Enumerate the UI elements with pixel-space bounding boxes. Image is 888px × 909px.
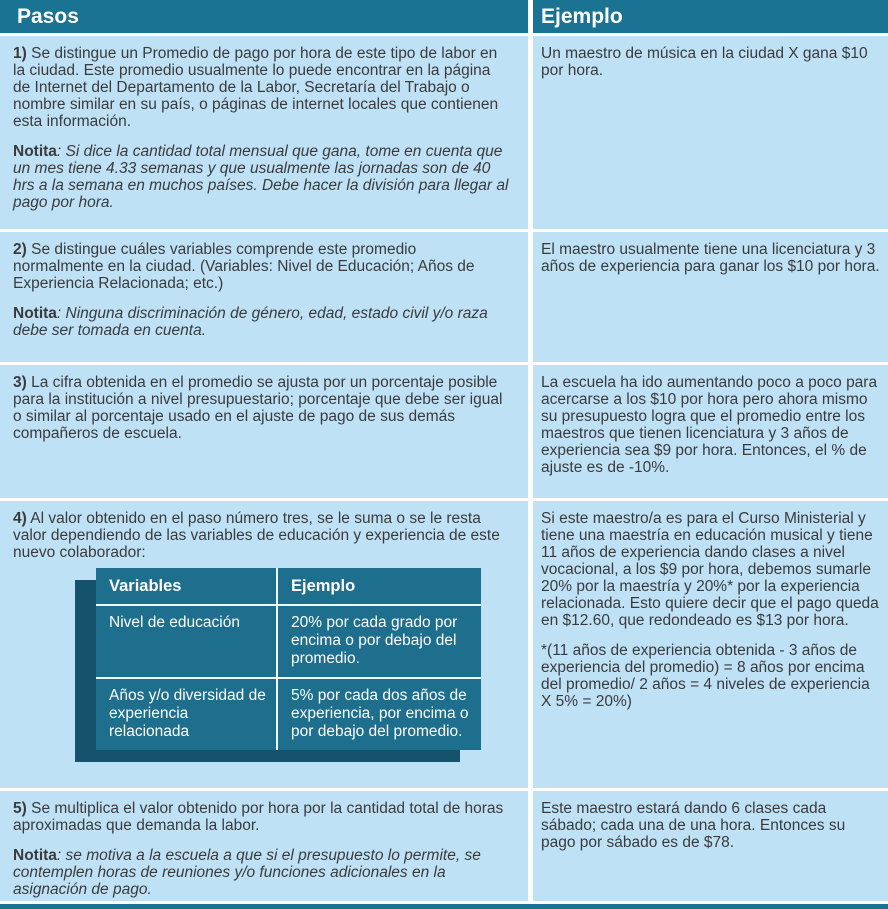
step-2-notita-text: : Ninguna discriminación de género, edad, estado civil y/o raza debe ser tomada en cuenta. — [13, 305, 488, 339]
step-5-text: Se multiplica el valor obtenido por hora por la cantidad total de horas aproximadas que demanda la labor. — [13, 800, 504, 834]
inner-cell-experience-variable: Años y/o diversidad de experiencia relacionada — [96, 678, 277, 750]
inner-table-row-education — [96, 605, 481, 678]
step-1-number: 1) — [13, 45, 27, 62]
table-bottom-border — [0, 904, 888, 909]
step-3-text: La cifra obtenida en el promedio se ajusta por un porcentaje posible para la institución a nivel presupuestario; porcentaje que debe ser igual o similar al porcentaje usado en el ajuste de pago de sus demás compañeros de escuela. — [13, 374, 503, 442]
step-1-notita — [13, 143, 510, 211]
example-4-paragraph-1: Si este maestro/a es para el Curso Ministerial y tiene una maestría en educación musical y tiene 11 años de experiencia dando clases a nivel vocacional, a los $9 por hora, debemos sumarle 20% por la maestría y 20%* por la experiencia relacionada. Esto quiere decir que el pago queda en $12.60, que redondeado es $13 por hora. — [541, 510, 879, 629]
step-3-number: 3) — [13, 374, 27, 391]
row-5-ejemplo-cell — [533, 791, 888, 901]
row-1-ejemplo-cell — [533, 36, 888, 229]
step-5-paragraph — [13, 800, 510, 834]
step-1-notita-label: Notita — [13, 143, 57, 160]
step-5-number: 5) — [13, 800, 27, 817]
step-2-number: 2) — [13, 241, 27, 258]
inner-cell-experience-example: 5% por cada dos años de experiencia, por encima o por debajo del promedio. — [291, 687, 469, 740]
inner-header-variables: Variables — [96, 568, 277, 605]
step-4-number: 4) — [13, 510, 27, 527]
step-3-paragraph — [13, 374, 510, 442]
step-2-notita — [13, 305, 510, 339]
inner-cell-education-variable: Nivel de educación — [96, 605, 277, 678]
column-header-ejemplo-label: Ejemplo — [541, 4, 623, 28]
column-header-pasos — [0, 0, 528, 33]
variables-inner-table-header-row — [96, 568, 481, 605]
example-5-text: Este maestro estará dando 6 clases cada sábado; cada una de una hora. Entonces su pago por sábado es de $78. — [541, 800, 846, 851]
inner-table-row-experience — [96, 678, 481, 750]
inner-cell-education-example: 20% por cada grado por encima o por debajo del promedio. — [277, 605, 481, 678]
step-1-notita-text: : Si dice la cantidad total mensual que gana, tome en cuenta que un mes tiene 4.33 semanas y que usualmente las jornadas son de 40 hrs a la semana en muchos países. Debe hacer la división para llegar al pago por hora. — [13, 143, 509, 211]
step-1-text: Se distingue un Promedio de pago por hora de este tipo de labor en la ciudad. Este promedio usualmente lo puede encontrar en la página de Internet del Departamento de la Labor, Secretaría del Trabajo o nombre similar en su país, o páginas de internet locales que contienen esta información. — [13, 45, 499, 130]
step-1-paragraph — [13, 45, 510, 130]
example-3-text: La escuela ha ido aumentando poco a poco para acercarse a los $10 por hora pero ahora mismo su presupuesto logra que el promedio entre los maestros que tienen licenciatura y 3 años de experiencia sea $9 por hora. Entonces, el % de ajuste es de -10%. — [541, 374, 878, 476]
row-2-pasos-cell — [0, 232, 528, 362]
example-1-text: Un maestro de música en la ciudad X gana $10 por hora. — [541, 45, 868, 79]
row-5-pasos-cell — [0, 791, 528, 901]
step-5-notita-text: : se motiva a la escuela a que si el presupuesto lo permite, se contemplen horas de reuniones y/o funciones adicionales en la asignación de pago. — [13, 847, 481, 898]
step-4-text: Al valor obtenido en el paso número tres, se le suma o se le resta valor dependiendo de las variables de educación y experiencia de este nuevo colaborador: — [13, 510, 500, 561]
step-4-paragraph — [13, 510, 510, 561]
row-2-ejemplo-cell — [533, 232, 888, 362]
step-2-paragraph — [13, 241, 510, 292]
row-1-pasos-cell — [0, 36, 528, 229]
row-3-ejemplo-cell — [533, 365, 888, 498]
row-4-ejemplo-cell — [533, 501, 888, 788]
step-2-text: Se distingue cuáles variables comprende este promedio normalmente en la ciudad. (Variables: Nivel de Educación; Años de Experiencia Relacionada; etc.) — [13, 241, 475, 292]
column-header-ejemplo — [533, 0, 888, 33]
column-header-pasos-label: Pasos — [17, 4, 79, 28]
step-2-notita-label: Notita — [13, 305, 57, 322]
step-5-notita-label: Notita — [13, 847, 57, 864]
variables-inner-table — [96, 568, 481, 750]
step-5-notita — [13, 847, 510, 898]
row-4-pasos-cell — [0, 501, 528, 788]
inner-header-ejemplo: Ejemplo — [277, 568, 481, 605]
example-2-text: El maestro usualmente tiene una licenciatura y 3 años de experiencia para ganar los $10 por hora. — [541, 241, 880, 275]
example-4-paragraph-2: *(11 años de experiencia obtenida - 3 años de experiencia del promedio) = 8 años por encima del promedio/ 2 años = 4 niveles de experiencia X 5% = 20%) — [541, 642, 870, 710]
row-3-pasos-cell — [0, 365, 528, 498]
